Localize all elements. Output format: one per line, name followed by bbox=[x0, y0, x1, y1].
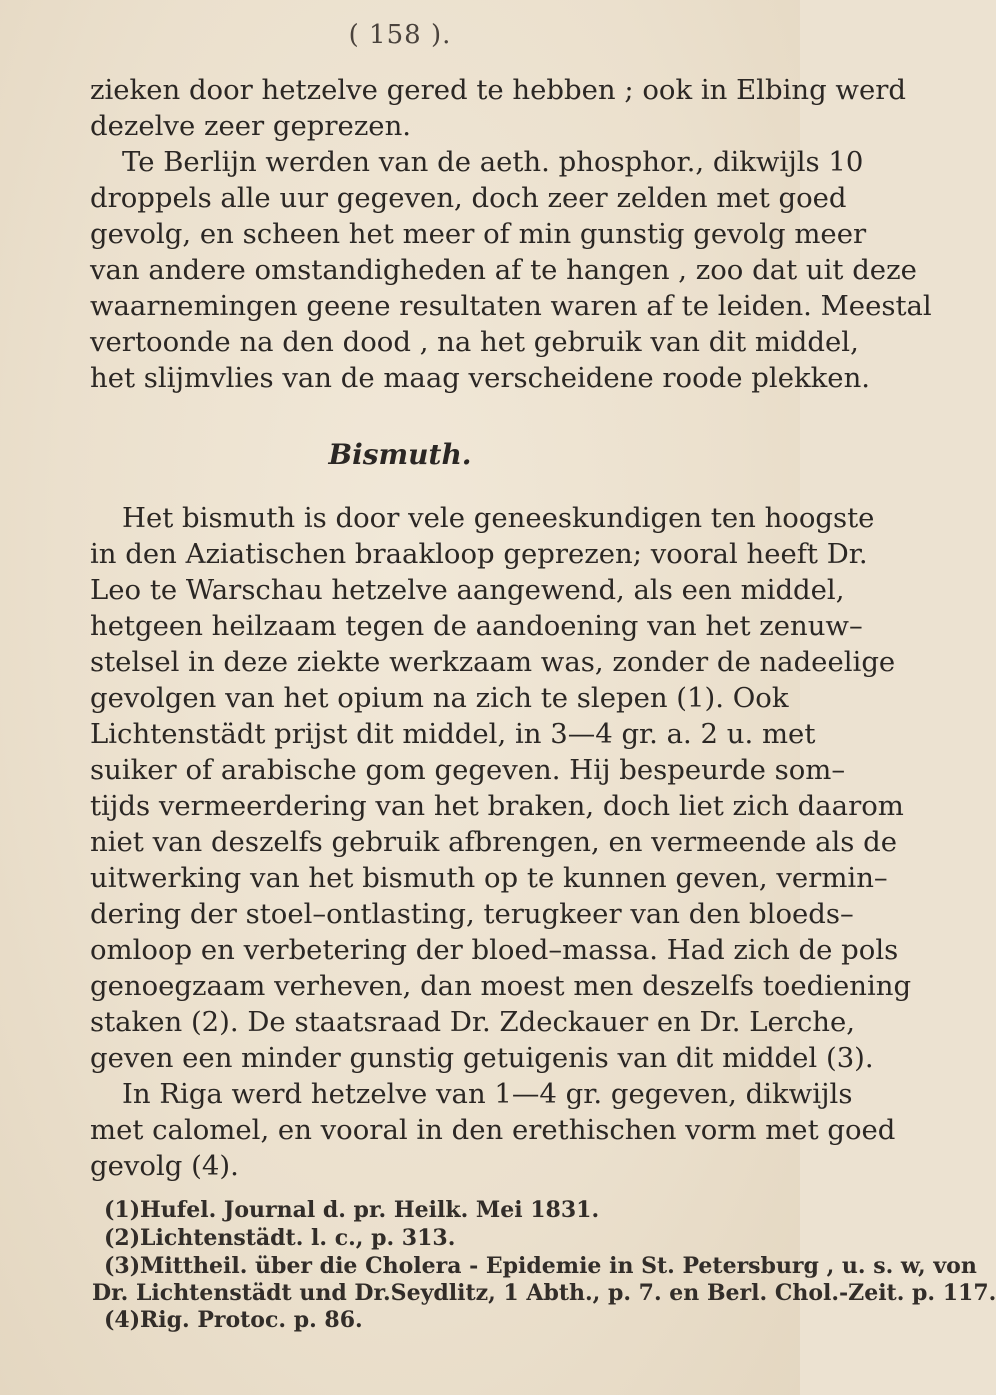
footnote-4 bbox=[104, 1306, 764, 1334]
paragraph-3-line-4: hetgeen heilzaam tegen de aandoening van het zenuw– bbox=[90, 610, 863, 642]
paragraph-2-line-4: van andere omstandigheden af te hangen , zoo dat uit deze bbox=[90, 254, 917, 286]
footnote-3-text: Mittheil. über die Cholera - Epidemie in St. Petersburg , u. s. w, von bbox=[140, 1253, 977, 1279]
footnote-1-text: Hufel. Journal d. pr. Heilk. Mei 1831. bbox=[140, 1197, 600, 1223]
paragraph-3-line-9: tijds vermeerdering van het braken, doch liet zich daarom bbox=[90, 790, 904, 822]
paragraph-3-line-11: uitwerking van het bismuth op te kunnen geven, vermin– bbox=[90, 862, 888, 894]
paragraph-3-line-5: stelsel in deze ziekte werkzaam was, zonder de nadeelige bbox=[90, 646, 896, 678]
footnote-4-text: Rig. Protoc. p. 86. bbox=[140, 1307, 363, 1333]
footnote-3-continuation bbox=[92, 1279, 996, 1307]
paragraph-4-line-3: gevolg (4). bbox=[90, 1150, 239, 1182]
paragraph-3-line-10: niet van deszelfs gebruik afbrengen, en vermeende als de bbox=[90, 826, 898, 858]
footnote-2-number: (2) bbox=[104, 1225, 141, 1251]
paragraph-2-line-5: waarnemingen geene resultaten waren af te leiden. Meestal bbox=[90, 290, 932, 322]
paragraph-2-line-3: gevolg, en scheen het meer of min gunstig gevolg meer bbox=[90, 218, 867, 250]
footnote-2 bbox=[104, 1224, 764, 1252]
paragraph-3-line-13: omloop en verbetering der bloed–massa. Had zich de pols bbox=[90, 934, 899, 966]
footnote-1-number: (1) bbox=[104, 1197, 141, 1223]
paragraph-3-line-6: gevolgen van het opium na zich te slepen (1). Ook bbox=[90, 682, 789, 714]
paragraph-4-line-2: met calomel, en vooral in den erethischen vorm met goed bbox=[90, 1114, 896, 1146]
footnote-1 bbox=[104, 1196, 764, 1224]
paragraph-3-line-12: dering der stoel–ontlasting, terugkeer van den bloeds– bbox=[90, 898, 854, 930]
paragraph-2-line-2: droppels alle uur gegeven, doch zeer zelden met goed bbox=[90, 182, 847, 214]
paragraph-3-line-15: staken (2). De staatsraad Dr. Zdeckauer en Dr. Lerche, bbox=[90, 1006, 856, 1038]
footnote-3-continuation-text: Dr. Lichtenstädt und Dr.Seydlitz, 1 Abth., p. 7. en Berl. Chol.-Zeit. p. 117. bbox=[92, 1280, 996, 1306]
paragraph-2-line-7: het slijmvlies van de maag verscheidene roode plekken. bbox=[90, 362, 871, 394]
section-heading: Bismuth. bbox=[328, 438, 472, 471]
paragraph-3-line-8: suiker of arabische gom gegeven. Hij bespeurde som– bbox=[90, 754, 846, 786]
footnote-2-text: Lichtenstädt. l. c., p. 313. bbox=[140, 1225, 456, 1251]
page-number: ( 158 ). bbox=[348, 20, 452, 50]
footnote-3-number: (3) bbox=[104, 1253, 141, 1279]
paragraph-1-line-1: zieken door hetzelve gered te hebben ; ook in Elbing werd bbox=[90, 74, 906, 106]
paragraph-2-line-1: Te Berlijn werden van de aeth. phosphor., dikwijls 10 bbox=[122, 146, 864, 178]
paragraph-3-line-1: Het bismuth is door vele geneeskundigen ten hoogste bbox=[122, 502, 875, 534]
paragraph-3-line-16: geven een minder gunstig getuigenis van dit middel (3). bbox=[90, 1042, 874, 1074]
paragraph-2-line-6: vertoonde na den dood , na het gebruik van dit middel, bbox=[90, 326, 859, 358]
paragraph-4-line-1: In Riga werd hetzelve van 1—4 gr. gegeven, dikwijls bbox=[122, 1078, 853, 1110]
paragraph-3-line-2: in den Aziatischen braakloop geprezen; vooral heeft Dr. bbox=[90, 538, 868, 570]
paragraph-3-line-7: Lichtenstädt prijst dit middel, in 3—4 gr. a. 2 u. met bbox=[90, 718, 816, 750]
paragraph-3-line-3: Leo te Warschau hetzelve aangewend, als een middel, bbox=[90, 574, 845, 606]
paragraph-3-line-14: genoegzaam verheven, dan moest men deszelfs toediening bbox=[90, 970, 912, 1002]
footnote-4-number: (4) bbox=[104, 1307, 141, 1333]
paragraph-1-line-2: dezelve zeer geprezen. bbox=[90, 110, 412, 142]
footnote-3 bbox=[104, 1252, 977, 1280]
